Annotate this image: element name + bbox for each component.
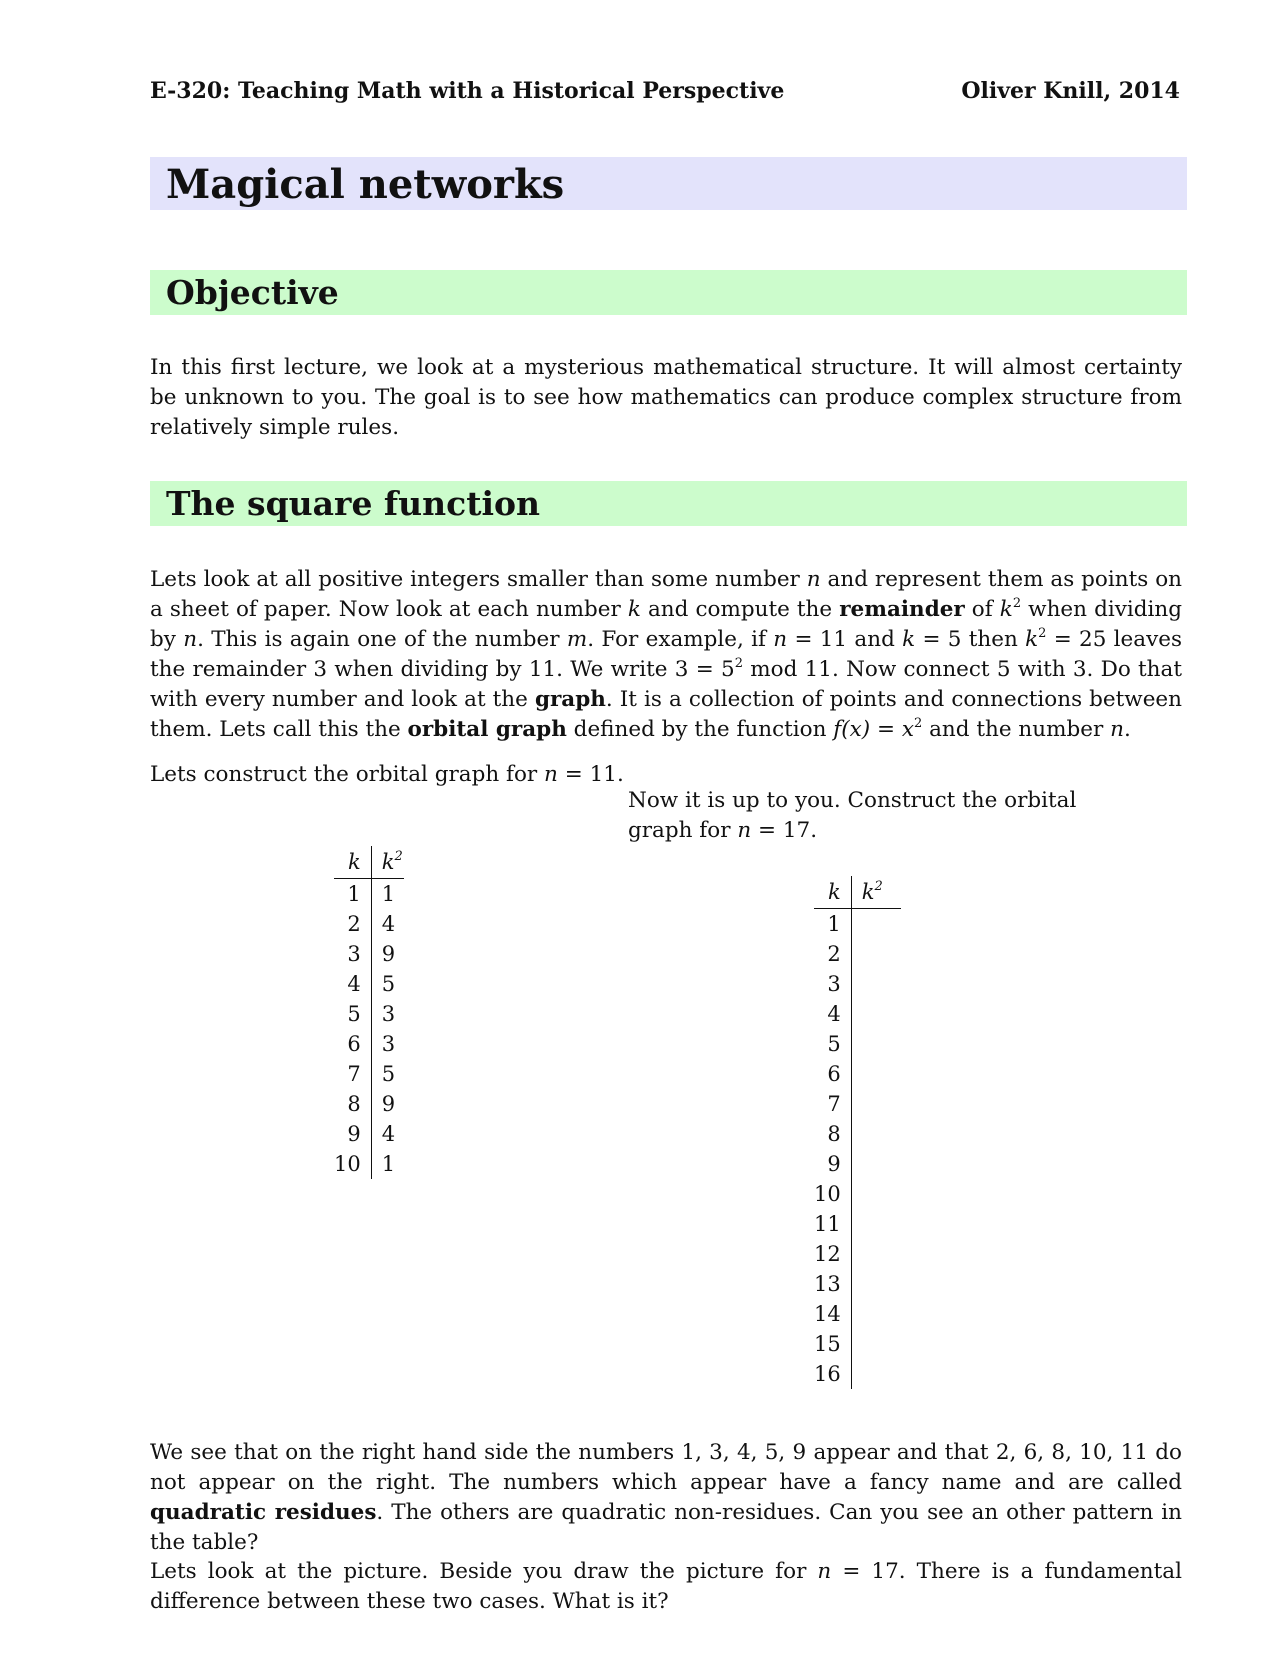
exercise-note: Now it is up to you. Construct the orbital graph for n = 17.	[628, 788, 1077, 843]
cell-k: 16	[814, 1359, 851, 1389]
cell-k2-empty[interactable]	[851, 999, 901, 1029]
section-objective	[150, 270, 1187, 315]
cell-k2-empty[interactable]	[851, 1239, 901, 1269]
cell-k2: 9	[381, 942, 396, 966]
cell-k2-empty[interactable]	[851, 1359, 901, 1389]
table-row	[814, 1329, 901, 1359]
cell-k: 2	[334, 909, 371, 939]
cell-k2-empty[interactable]	[851, 1269, 901, 1299]
table-row	[334, 879, 404, 910]
table-n17-header-k: k	[814, 876, 851, 909]
cell-k2: 1	[381, 882, 396, 906]
cell-k2: 5	[381, 1062, 396, 1086]
cell-k2-empty[interactable]	[851, 1209, 901, 1239]
page-header	[150, 78, 1180, 104]
term-remainder: remainder	[839, 597, 965, 622]
table-row	[334, 969, 404, 999]
table-row	[814, 1089, 901, 1119]
cell-k: 11	[814, 1209, 851, 1239]
cell-k: 10	[334, 1149, 371, 1179]
cell-k2-empty[interactable]	[851, 969, 901, 999]
square-paragraph-3: We see that on the right hand side the numbers 1, 3, 4, 5, 9 appear and that 2, 6, 8, 10, 11 do not appear on the right. The numbers which appear have a fancy name and are called quadratic residues. The others are quadratic non-residues. Can you see an other pattern in the table?	[150, 1440, 1182, 1555]
page-title: Magical networks	[166, 161, 565, 208]
square-paragraph-2: Lets construct the orbital graph for n = 11.	[150, 762, 624, 787]
cell-k2-empty[interactable]	[851, 1119, 901, 1149]
course-title: E-320: Teaching Math with a Historical Perspective	[150, 78, 785, 104]
cell-k2-empty[interactable]	[851, 1299, 901, 1329]
table-n11-header-k: k	[334, 846, 371, 879]
objective-paragraph: In this first lecture, we look at a mysterious mathematical structure. It will almost certainty be unknown to you. The goal is to see how mathematics can produce complex structure from relatively simple rules.	[150, 355, 1182, 440]
cell-k: 7	[334, 1059, 371, 1089]
cell-k2-empty[interactable]	[851, 1179, 901, 1209]
table-n11	[334, 846, 404, 1179]
cell-k: 1	[814, 909, 851, 940]
table-row	[814, 909, 901, 940]
cell-k: 5	[814, 1029, 851, 1059]
table-row	[334, 1029, 404, 1059]
table-row	[814, 1119, 901, 1149]
table-row	[814, 999, 901, 1029]
cell-k: 9	[814, 1149, 851, 1179]
table-row	[814, 1059, 901, 1089]
cell-k: 6	[334, 1029, 371, 1059]
table-row	[814, 1239, 901, 1269]
table-row	[814, 969, 901, 999]
title-band	[150, 157, 1187, 210]
term-quadratic-residues: quadratic residues	[150, 1500, 377, 1525]
table-row	[814, 1209, 901, 1239]
cell-k2-empty[interactable]	[851, 909, 901, 940]
section-heading-square: The square function	[166, 484, 540, 523]
cell-k2: 9	[381, 1092, 396, 1116]
cell-k: 3	[814, 969, 851, 999]
cell-k2: 5	[381, 972, 396, 996]
table-row	[334, 1119, 404, 1149]
table-row	[814, 939, 901, 969]
section-square-function	[150, 481, 1187, 526]
table-row	[334, 939, 404, 969]
cell-k2-empty[interactable]	[851, 1149, 901, 1179]
cell-k: 2	[814, 939, 851, 969]
table-row	[334, 1089, 404, 1119]
square-paragraph-1: Lets look at all positive integers smaller than some number n and represent them as points on a sheet of paper. Now look at each number k and compute the remainder of $k^2$ when dividing by n. This is again one of the number m. For example, if n = 11 and k = 5 then $k^2 = 25$ leaves the remainder 3 when dividing by 11. We write $3 = 5^2$ mod 11. Now connect 5 with 3. Do that with every number and look at the graph. It is a collection of points and connections between them. Lets call this the orbital graph defined by the function $f(x) = x^2$ and the number n.	[150, 567, 1182, 742]
cell-k: 14	[814, 1299, 851, 1329]
cell-k: 13	[814, 1269, 851, 1299]
table-row	[814, 1029, 901, 1059]
section-heading-objective: Objective	[166, 273, 339, 312]
table-row	[334, 1149, 404, 1179]
cell-k: 6	[814, 1059, 851, 1089]
table-row	[814, 1269, 901, 1299]
cell-k: 1	[334, 879, 371, 910]
cell-k2: 3	[381, 1032, 396, 1056]
cell-k: 3	[334, 939, 371, 969]
cell-k2: 3	[381, 1002, 396, 1026]
table-n17-header-k2: $k^2$	[851, 876, 901, 909]
cell-k: 10	[814, 1179, 851, 1209]
table-row	[334, 1059, 404, 1089]
table-row	[334, 909, 404, 939]
table-n11-header-k2: $k^2$	[371, 846, 404, 879]
cell-k: 5	[334, 999, 371, 1029]
cell-k2: 4	[381, 1122, 396, 1146]
author-year: Oliver Knill, 2014	[961, 78, 1180, 104]
cell-k2-empty[interactable]	[851, 939, 901, 969]
cell-k2-empty[interactable]	[851, 1029, 901, 1059]
cell-k: 9	[334, 1119, 371, 1149]
cell-k2-empty[interactable]	[851, 1329, 901, 1359]
cell-k: 4	[814, 999, 851, 1029]
cell-k: 4	[334, 969, 371, 999]
cell-k2: 4	[381, 912, 396, 936]
cell-k2: 1	[381, 1152, 396, 1176]
cell-k: 12	[814, 1239, 851, 1269]
table-row	[814, 1149, 901, 1179]
square-paragraph-4: Lets look at the picture. Beside you draw the picture for n = 17. There is a fundamental difference between these two cases. What is it?	[150, 1559, 1182, 1614]
cell-k: 8	[334, 1089, 371, 1119]
term-orbital-graph: orbital graph	[407, 717, 567, 742]
table-n17	[814, 876, 901, 1389]
table-row	[334, 999, 404, 1029]
table-row	[814, 1359, 901, 1389]
cell-k: 15	[814, 1329, 851, 1359]
term-graph: graph	[534, 687, 606, 712]
cell-k: 7	[814, 1089, 851, 1119]
table-row	[814, 1299, 901, 1329]
cell-k2-empty[interactable]	[851, 1089, 901, 1119]
cell-k2-empty[interactable]	[851, 1059, 901, 1089]
table-row	[814, 1179, 901, 1209]
cell-k: 8	[814, 1119, 851, 1149]
